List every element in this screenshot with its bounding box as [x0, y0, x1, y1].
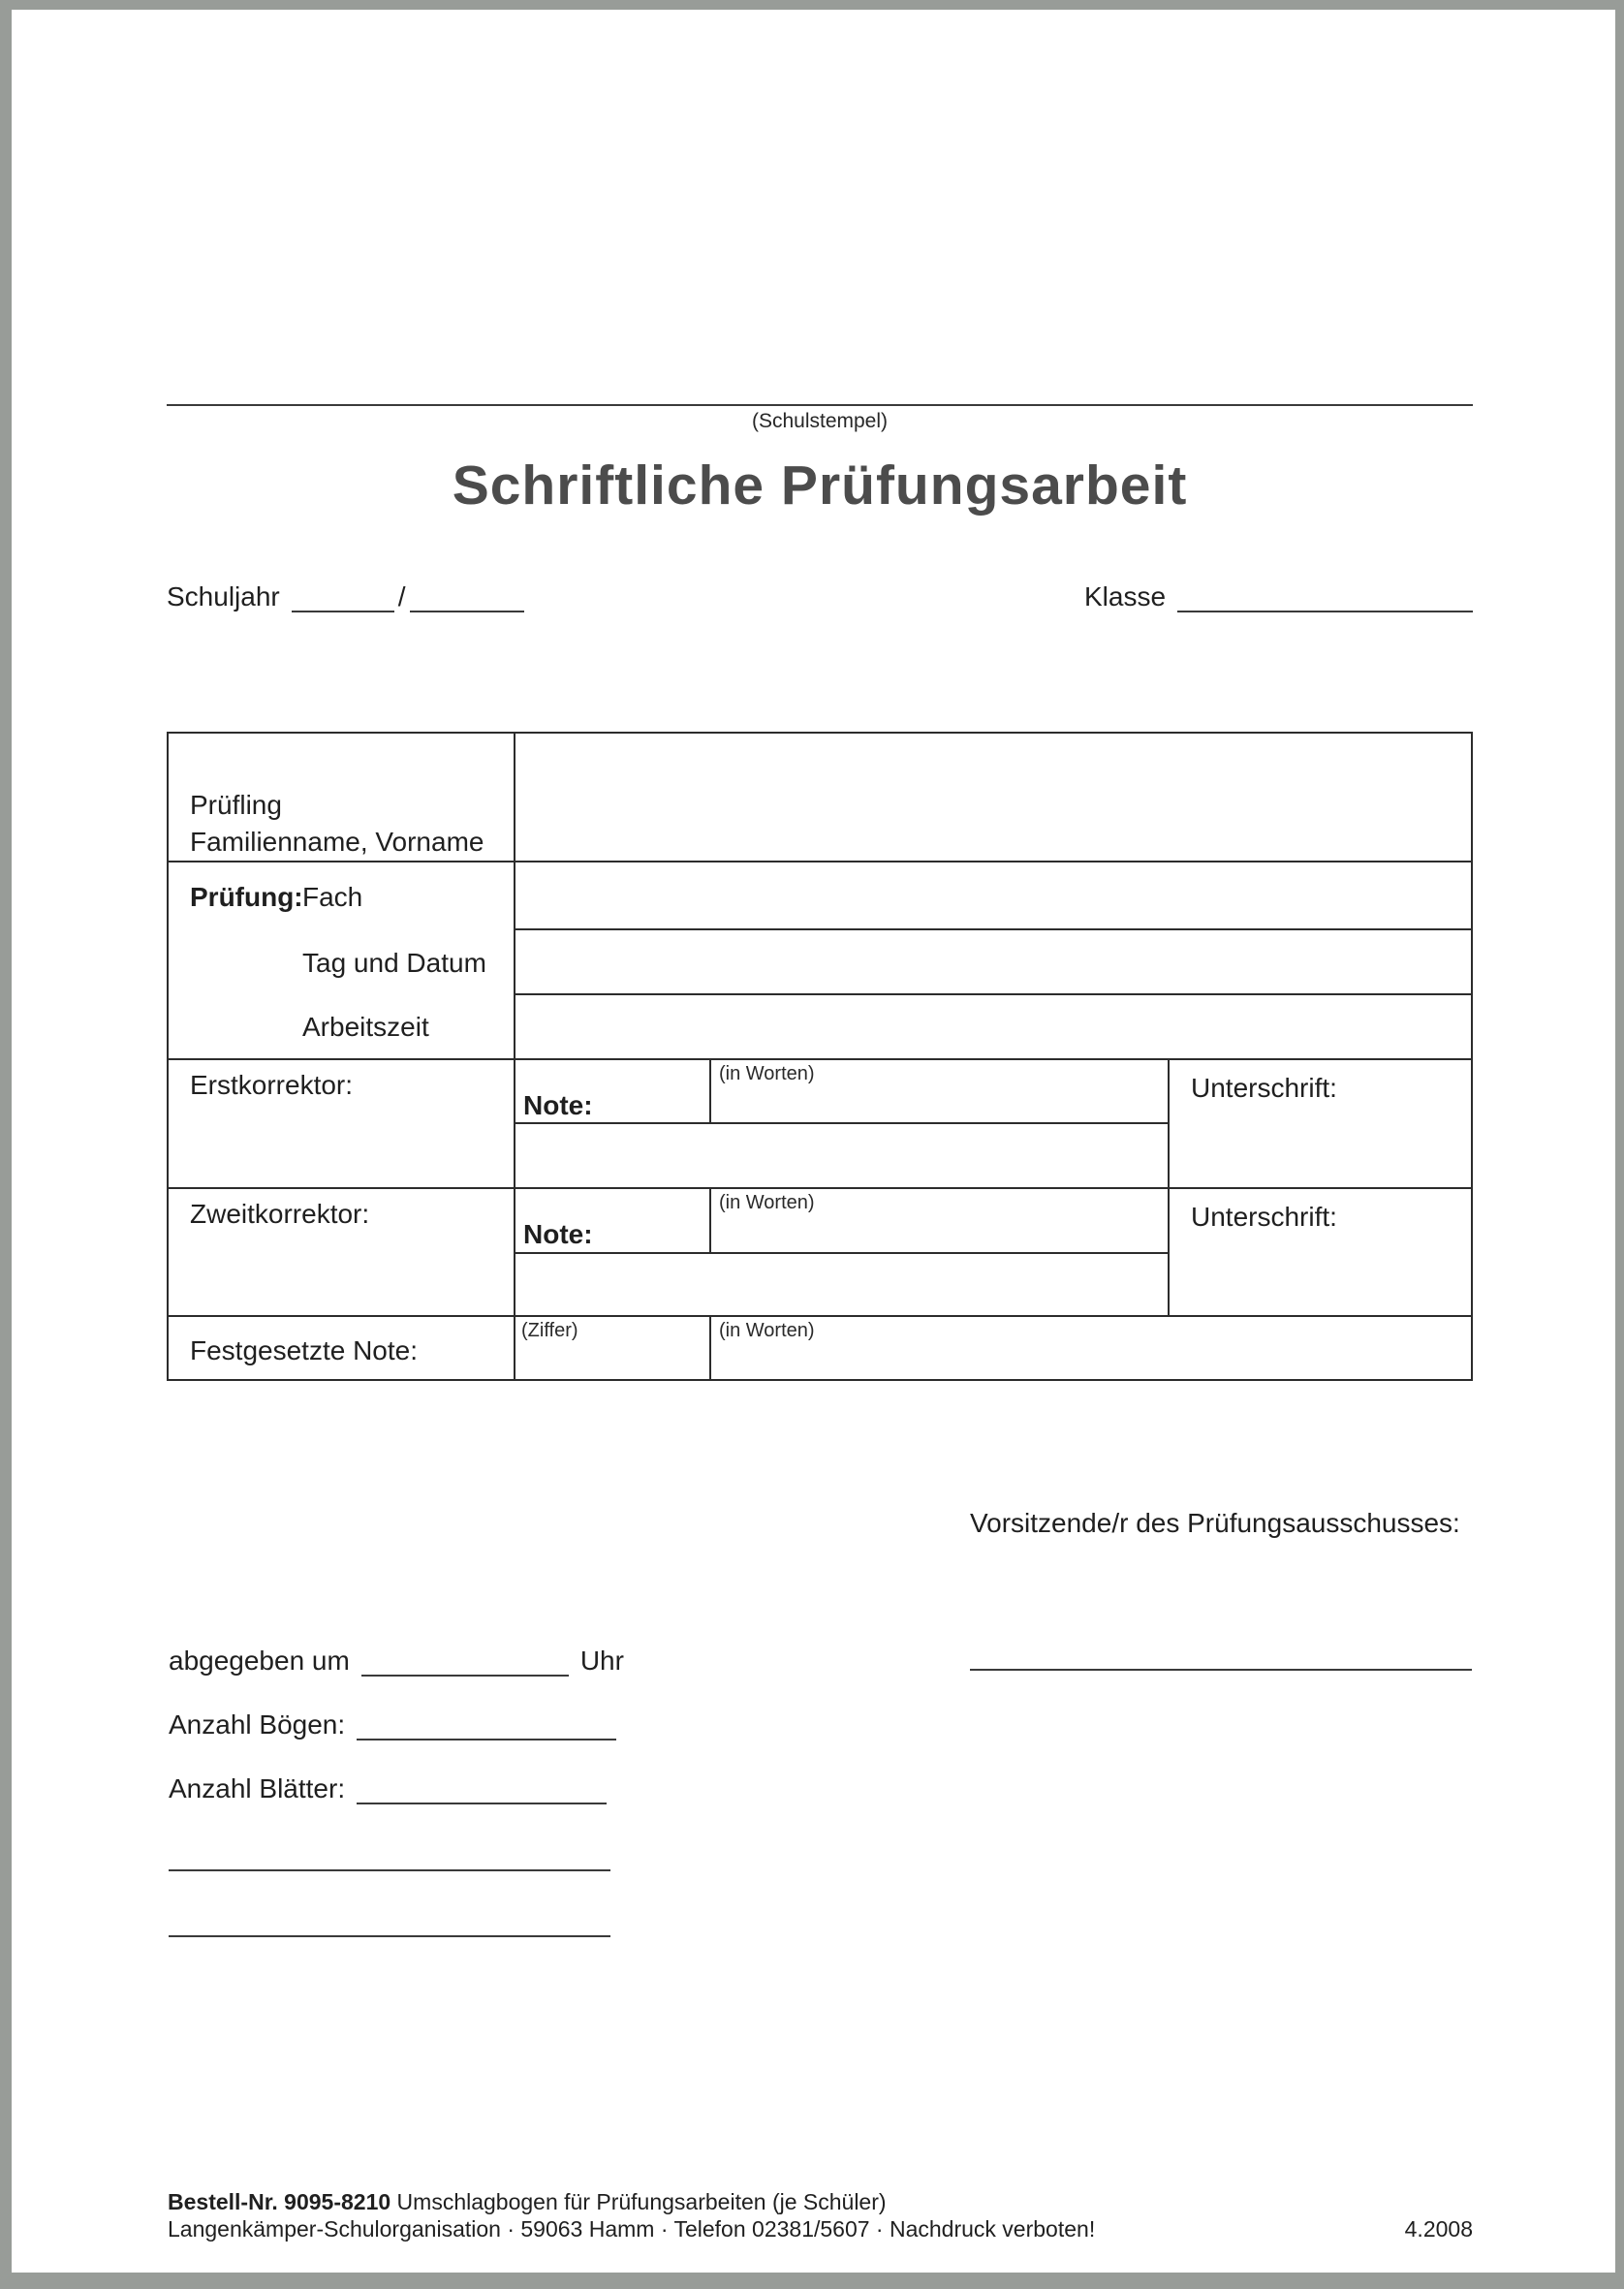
festgesetzte-note-label: Festgesetzte Note: — [190, 1335, 419, 1365]
note-subrow-divider-zweit — [514, 1252, 1168, 1254]
unterschrift-cell-erst[interactable] — [1170, 1060, 1471, 1187]
schuljahr-label: Schuljahr — [167, 581, 280, 611]
grading-table — [167, 732, 1473, 1381]
festgesetzte-ziffer-cell[interactable] — [515, 1317, 709, 1379]
bestell-description: Umschlagbogen für Prüfungsarbeiten (je Schüler) — [396, 2189, 887, 2214]
arbeitszeit-value-cell[interactable] — [515, 995, 1471, 1058]
klasse-field[interactable] — [1177, 583, 1473, 612]
schuljahr-row — [167, 581, 524, 612]
unterschrift-label-erst: Unterschrift: — [1191, 1073, 1337, 1103]
in-worten-label-zweit: (in Worten) — [719, 1192, 815, 1213]
extra-field-2[interactable] — [169, 1935, 610, 1937]
note-subrow-divider-erst — [514, 1122, 1168, 1124]
anzahl-boegen-field[interactable] — [357, 1711, 616, 1740]
anzahl-blaetter-field[interactable] — [357, 1775, 607, 1804]
footer-publisher-line: Langenkämper-Schulorganisation · 59063 Hamm · Telefon 02381/5607 · Nachdruck verboten! — [168, 2216, 1096, 2242]
note-label-erst: Note: — [523, 1090, 593, 1120]
form-title: Schriftliche Prüfungsarbeit — [452, 455, 1188, 517]
note-worten-cell-zweit[interactable] — [711, 1189, 1168, 1252]
erstkorrektor-label: Erstkorrektor: — [190, 1070, 354, 1100]
abgegeben-zeit-field[interactable] — [361, 1647, 569, 1677]
anzahl-boegen-label: Anzahl Bögen: — [169, 1709, 346, 1740]
note-label-zweit: Note: — [523, 1219, 593, 1249]
pruefling-sublabel: Familienname, Vorname — [190, 827, 484, 857]
anzahl-blaetter-label: Anzahl Blätter: — [169, 1773, 346, 1803]
footer-order-line — [168, 2189, 887, 2215]
abgegeben-label: abgegeben um — [169, 1646, 350, 1676]
klasse-label: Klasse — [1084, 581, 1167, 611]
festgesetzte-worten-cell[interactable] — [711, 1317, 1471, 1379]
unterschrift-label-zweit: Unterschrift: — [1191, 1202, 1337, 1232]
vorsitzende-label: Vorsitzende/r des Prüfungsausschusses: — [970, 1508, 1460, 1538]
in-worten-label-erst: (in Worten) — [719, 1063, 815, 1084]
note-ziffer-cell-erst[interactable] — [515, 1060, 709, 1122]
tag-datum-value-cell[interactable] — [515, 930, 1471, 993]
school-stamp-caption: (Schulstempel) — [751, 410, 889, 432]
unterschrift-cell-zweit[interactable] — [1170, 1189, 1471, 1315]
pruefling-name-cell[interactable] — [515, 734, 1471, 861]
abgegeben-row — [169, 1646, 624, 1677]
bestell-nr: Bestell-Nr. 9095-8210 — [168, 2189, 391, 2214]
tag-und-datum-label: Tag und Datum — [302, 948, 486, 978]
anzahl-blaetter-row — [169, 1773, 607, 1804]
note-ziffer-cell-zweit[interactable] — [515, 1189, 709, 1252]
extra-field-1[interactable] — [169, 1869, 610, 1871]
fach-label: Fach — [302, 882, 363, 912]
in-worten-label-fest: (in Worten) — [719, 1320, 815, 1341]
anzahl-boegen-row — [169, 1709, 616, 1740]
ziffer-label: (Ziffer) — [521, 1320, 578, 1341]
vorsitzende-signature-field[interactable] — [970, 1669, 1472, 1671]
schuljahr-separator: / — [397, 581, 406, 611]
school-stamp-line — [167, 404, 1473, 406]
form-version: 4.2008 — [1404, 2216, 1473, 2242]
note-worten-cell-erst[interactable] — [711, 1060, 1168, 1122]
uhr-label: Uhr — [579, 1646, 624, 1676]
pruefung-label-bold: Prüfung: — [190, 882, 303, 912]
pruefling-label: Prüfling — [190, 790, 282, 820]
schuljahr-start-field[interactable] — [292, 583, 394, 612]
pruefung-label — [190, 882, 303, 913]
klasse-row — [1084, 581, 1473, 612]
fach-value-cell[interactable] — [515, 862, 1471, 928]
arbeitszeit-label: Arbeitszeit — [302, 1012, 429, 1042]
schuljahr-end-field[interactable] — [410, 583, 524, 612]
zweitkorrektor-label: Zweitkorrektor: — [190, 1199, 370, 1229]
